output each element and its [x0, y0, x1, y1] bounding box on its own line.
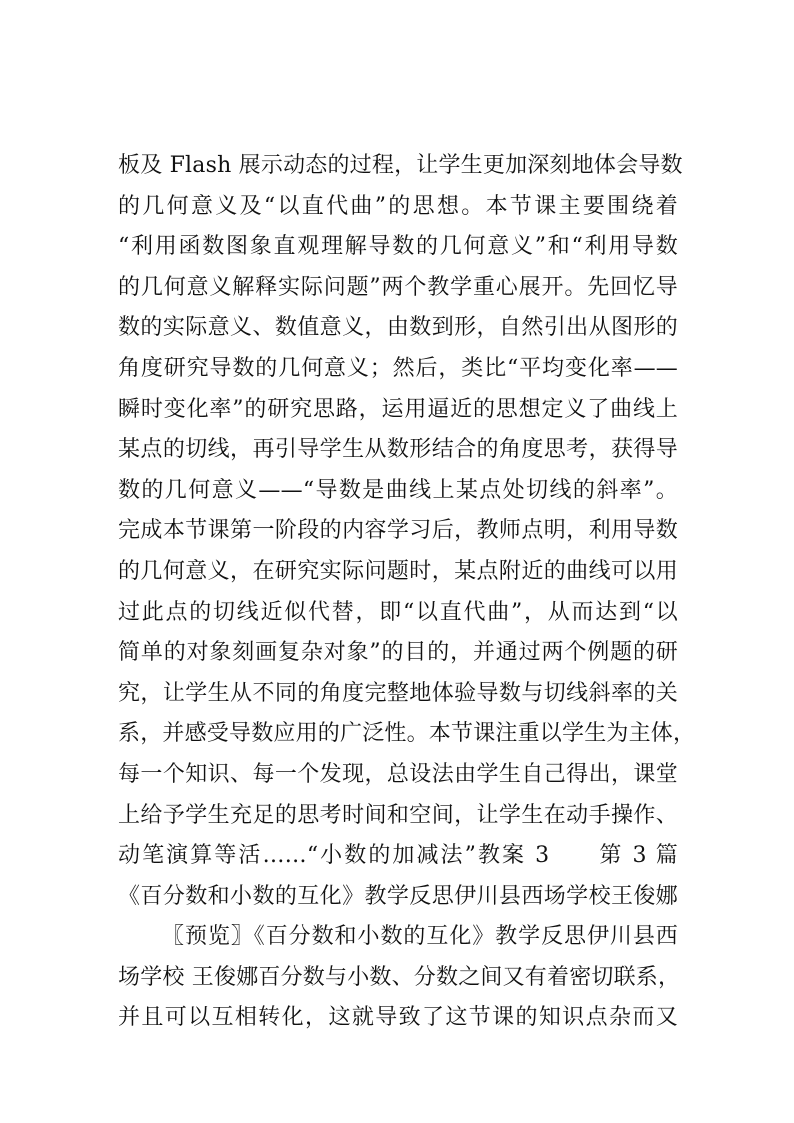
text-line-20: 〖预览〗《百分数和小数的互化》教学反思伊川县西	[162, 924, 678, 950]
text-line-4: 的几何意义解释实际问题”两个教学重心展开。先回忆导	[118, 274, 678, 300]
text-line-9: 数的几何意义——“导数是曲线上某点处切线的斜率”。	[118, 477, 678, 503]
text-line-8: 某点的切线，再引导学生从数形结合的角度思考，获得导	[118, 437, 678, 463]
text-line-21: 场学校 王俊娜百分数与小数、分数之间又有着密切联系，	[118, 964, 681, 990]
text-line-3: “利用函数图象直观理解导数的几何意义”和“利用导数	[118, 234, 678, 260]
text-line-2: 的几何意义及“以直代曲”的思想。本节课主要围绕着	[118, 193, 678, 219]
text-line-7: 瞬时变化率”的研究思路，运用逼近的思想定义了曲线上	[118, 396, 678, 422]
text-line-17: 上给予学生充足的思考时间和空间，让学生在动手操作、	[118, 802, 678, 828]
text-line-13: 简单的对象刻画复杂对象”的目的，并通过两个例题的研	[118, 640, 678, 666]
text-line-19: 《百分数和小数的互化》教学反思伊川县西场学校王俊娜	[118, 883, 678, 909]
text-line-5: 数的实际意义、数值意义，由数到形，自然引出从图形的	[118, 315, 678, 341]
text-line-11: 的几何意义，在研究实际问题时，某点附近的曲线可以用	[118, 558, 678, 584]
text-line-15: 系，并感受导数应用的广泛性。本节课注重以学生为主体，	[118, 721, 696, 747]
text-line-16: 每一个知识、每一个发现，总设法由学生自己得出，课堂	[118, 761, 678, 787]
text-line-14: 究，让学生从不同的角度完整地体验导数与切线斜率的关	[118, 680, 678, 706]
text-line-10: 完成本节课第一阶段的内容学习后，教师点明，利用导数	[118, 518, 678, 544]
text-line-12: 过此点的切线近似代替，即“以直代曲”，从而达到“以	[118, 599, 678, 625]
text-line-6: 角度研究导数的几何意义；然后，类比“平均变化率——	[118, 355, 678, 381]
text-line-1: 板及 Flash 展示动态的过程，让学生更加深刻地体会导数	[118, 153, 683, 178]
document-body	[118, 146, 696, 1039]
text-line-22: 并且可以互相转化，这就导致了这节课的知识点杂而又	[118, 1005, 678, 1031]
text-line-18: 动笔演算等活……“小数的加减法”教案 3 第 3 篇	[118, 843, 678, 869]
